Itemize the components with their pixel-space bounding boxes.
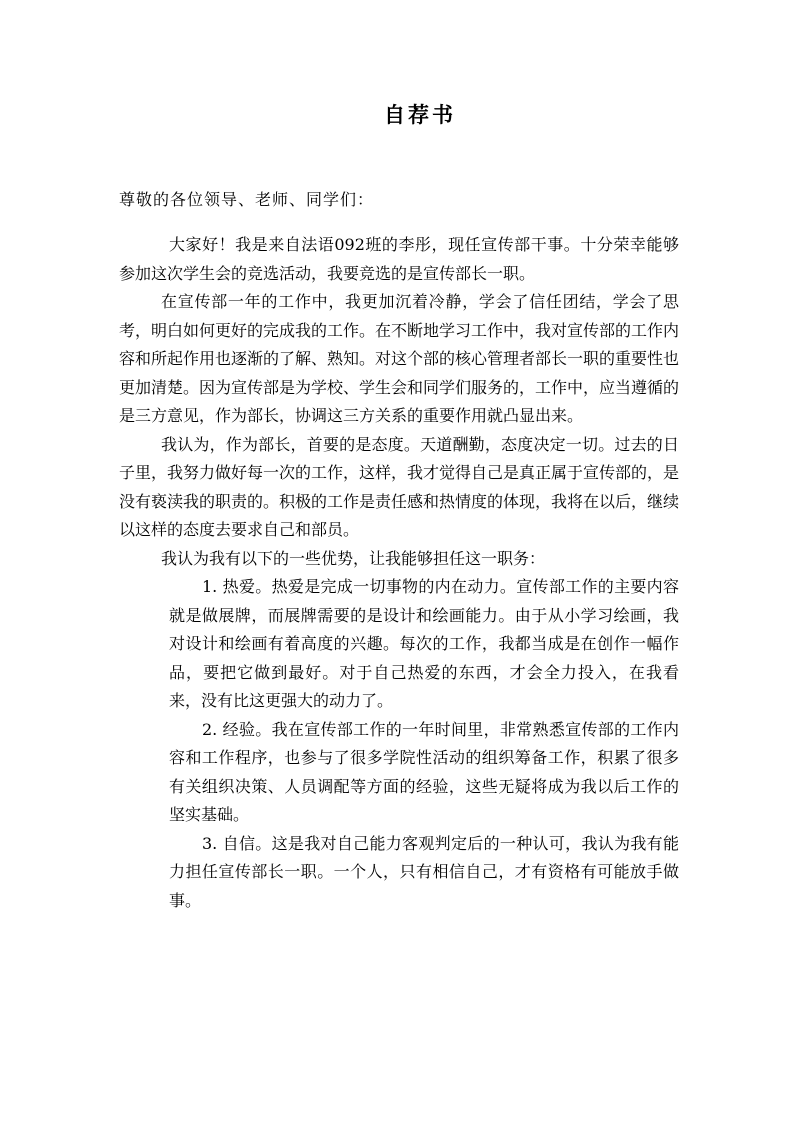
advantages-list	[169, 573, 679, 915]
paragraph-advantages-intro: 我认为我有以下的一些优势，让我能够担任这一职务：	[161, 548, 546, 568]
paragraph-attitude: 我认为，作为部长，首要的是态度。天道酬勤，态度决定一切。过去的日子里，我努力做好每一次的工作，这样，我才觉得自己是真正属于宣传部的，是没有亵渎我的职责的。积极的工作是责任感和热情度的体现，我将在以后，继续以这样的态度去要求自己和部员。	[119, 434, 680, 539]
paragraph-intro: 大家好！我是来自法语092班的李彤，现任宣传部干事。十分荣幸能够参加这次学生会的竞选活动，我要竞选的是宣传部长一职。	[119, 235, 679, 283]
list-item-passion: 1. 热爱。热爱是完成一切事物的内在动力。宣传部工作的主要内容就是做展牌，而展牌需要的是设计和绘画能力。由于从小学习绘画，我对设计和绘画有着高度的兴趣。每次的工作，我都当成是在创作一幅作品，要把它做到最好。对于自己热爱的东西，才会全力投入，在我看来，没有比这更强大的动力了。	[169, 577, 679, 710]
list-item-experience: 2. 经验。我在宣传部工作的一年时间里，非常熟悉宣传部的工作内容和工作程序，也参与了很多学院性活动的组织筹备工作，积累了很多有关组织决策、人员调配等方面的经验，这些无疑将成为我以后工作的坚实基础。	[169, 719, 679, 824]
salutation: 尊敬的各位领导、老师、同学们：	[119, 190, 375, 209]
list-item-confidence: 3. 自信。这是我对自己能力客观判定后的一种认可，我认为我有能力担任宣传部长一职。一个人，只有相信自己，才有资格有可能放手做事。	[169, 833, 679, 910]
document-title: 自荐书	[384, 102, 456, 127]
paragraph-experience: 在宣传部一年的工作中，我更加沉着冷静，学会了信任团结，学会了思考，明白如何更好的完成我的工作。在不断地学习工作中，我对宣传部的工作内容和所起作用也逐渐的了解、熟知。对这个部的核心管理者部长一职的重要性也更加清楚。因为宣传部是为学校、学生会和同学们服务的，工作中，应当遵循的是三方意见，作为部长，协调这三方关系的重要作用就凸显出来。	[119, 292, 680, 425]
document-body	[119, 231, 679, 915]
